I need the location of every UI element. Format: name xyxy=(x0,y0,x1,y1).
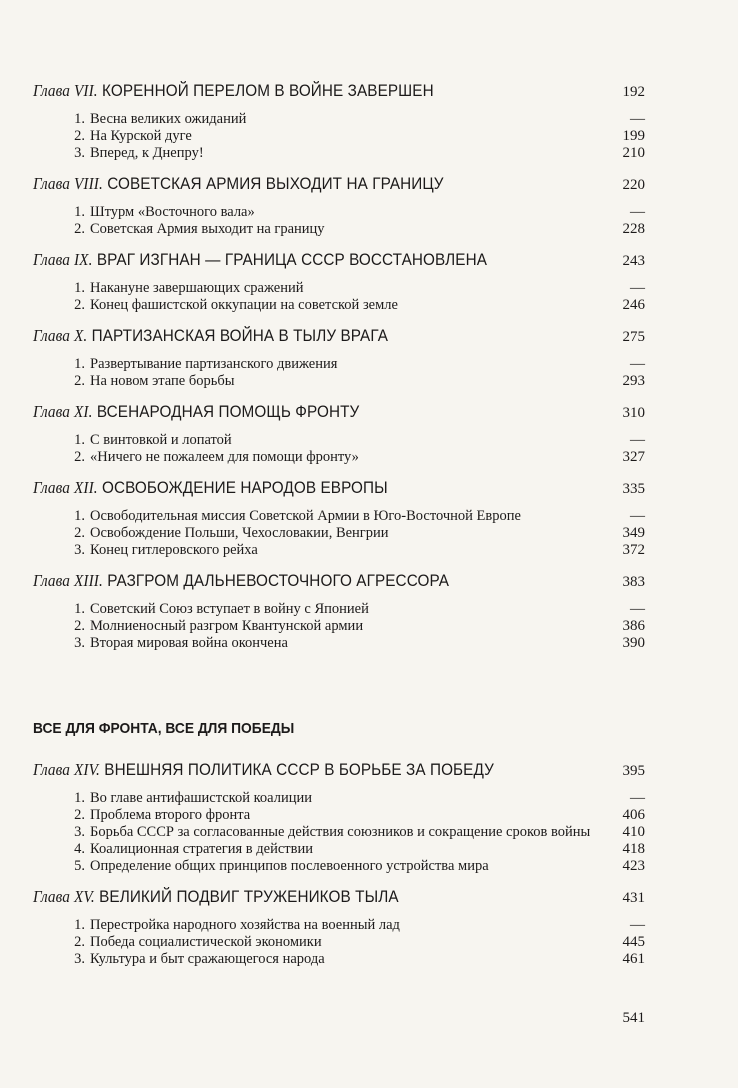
section-page: — xyxy=(630,356,645,372)
section-list xyxy=(33,601,645,652)
section-item xyxy=(33,601,645,618)
section-item xyxy=(33,824,645,841)
section-number: 3. xyxy=(74,145,85,161)
section-page: 461 xyxy=(622,951,645,967)
chapter-title-line xyxy=(33,325,388,347)
chapter-title-line xyxy=(33,401,359,423)
chapter-title-line xyxy=(33,570,449,592)
section-title-text: Вперед, к Днепру! xyxy=(90,145,204,161)
section-title-text: Победа социалистической экономики xyxy=(90,934,322,950)
chapter-title-line xyxy=(33,759,494,781)
section-item xyxy=(33,841,645,858)
section-page: 410 xyxy=(622,824,645,840)
section-title-text: Конец фашистской оккупации на советской земле xyxy=(90,297,398,313)
section-title-text: Весна великих ожиданий xyxy=(90,111,247,127)
section-item xyxy=(33,280,645,297)
chapter-heading xyxy=(33,886,645,908)
section-number: 1. xyxy=(74,356,85,372)
section-number: 2. xyxy=(74,373,85,389)
section-title-text: На Курской дуге xyxy=(90,128,192,144)
section-title-text: Конец гитлеровского рейха xyxy=(90,542,258,558)
chapter-entry xyxy=(33,173,645,238)
chapter-heading xyxy=(33,249,645,271)
section-title-text: Коалиционная стратегия в действии xyxy=(90,841,313,857)
table-of-contents-part-1 xyxy=(33,80,645,652)
section-page: 349 xyxy=(622,525,645,541)
section-item xyxy=(33,858,645,875)
section-title-text: Во главе антифашистской коалиции xyxy=(90,790,313,806)
section-list xyxy=(33,280,645,314)
section-item xyxy=(33,297,645,314)
chapter-title-line xyxy=(33,477,388,499)
chapter-title-line xyxy=(33,80,434,102)
chapter-title: ПАРТИЗАНСКАЯ ВОЙНА В ТЫЛУ ВРАГА xyxy=(91,326,388,345)
section-number: 2. xyxy=(74,934,85,950)
chapter-entry xyxy=(33,759,645,875)
chapter-heading xyxy=(33,759,645,781)
section-item xyxy=(33,542,645,559)
section-item xyxy=(33,790,645,807)
section-item xyxy=(33,525,645,542)
chapter-heading xyxy=(33,401,645,423)
section-number: 1. xyxy=(74,508,85,524)
section-title-text: Советский Союз вступает в войну с Японией xyxy=(90,601,369,617)
section-title-text: Освободительная миссия Советской Армии в Юго-Восточной Европе xyxy=(90,508,521,524)
chapter-title: ОСВОБОЖДЕНИЕ НАРОДОВ ЕВРОПЫ xyxy=(102,478,388,497)
section-number: 3. xyxy=(74,635,85,651)
section-page: 210 xyxy=(622,145,645,161)
section-item xyxy=(33,508,645,525)
section-number: 1. xyxy=(74,432,85,448)
section-number: 1. xyxy=(74,111,85,127)
section-page: 327 xyxy=(622,449,645,465)
section-list xyxy=(33,111,645,162)
chapter-heading xyxy=(33,80,645,102)
section-list xyxy=(33,356,645,390)
section-item xyxy=(33,204,645,221)
chapter-label: Глава VIII. xyxy=(33,174,103,193)
chapter-title: КОРЕННОЙ ПЕРЕЛОМ В ВОЙНЕ ЗАВЕРШЕН xyxy=(102,81,434,100)
chapter-title: ВСЕНАРОДНАЯ ПОМОЩЬ ФРОНТУ xyxy=(96,402,360,421)
section-item xyxy=(33,951,645,968)
section-page: — xyxy=(630,508,645,524)
section-number: 1. xyxy=(74,917,85,933)
section-title-text: Штурм «Восточного вала» xyxy=(90,204,255,220)
chapter-page: 243 xyxy=(622,253,645,269)
chapter-entry xyxy=(33,886,645,968)
section-item xyxy=(33,221,645,238)
chapter-page: 431 xyxy=(622,890,645,906)
section-number: 1. xyxy=(74,280,85,296)
chapter-heading xyxy=(33,477,645,499)
section-title-text: Перестройка народного хозяйства на военный лад xyxy=(90,917,400,933)
section-page: — xyxy=(630,204,645,220)
chapter-label: Глава VII. xyxy=(33,81,98,100)
chapter-page: 310 xyxy=(622,405,645,421)
section-title-text: Освобождение Польши, Чехословакии, Венгрии xyxy=(90,525,389,541)
chapter-entry xyxy=(33,80,645,162)
section-page: 386 xyxy=(622,618,645,634)
section-title-text: На новом этапе борьбы xyxy=(90,373,235,389)
section-item xyxy=(33,356,645,373)
chapter-title-line xyxy=(33,173,444,195)
chapter-entry xyxy=(33,477,645,559)
section-title-text: Вторая мировая война окончена xyxy=(90,635,288,651)
chapter-entry xyxy=(33,325,645,390)
chapter-label: Глава X. xyxy=(33,326,88,345)
chapter-page: 383 xyxy=(622,574,645,590)
section-title-text: Борьба СССР за согласованные действия союзников и сокращение сроков войны xyxy=(90,824,591,840)
section-number: 2. xyxy=(74,618,85,634)
section-item xyxy=(33,917,645,934)
chapter-page: 275 xyxy=(622,329,645,345)
section-number: 1. xyxy=(74,790,85,806)
chapter-label: Глава XII. xyxy=(33,478,98,497)
chapter-entry xyxy=(33,249,645,314)
section-page: — xyxy=(630,111,645,127)
section-list xyxy=(33,204,645,238)
section-number: 1. xyxy=(74,204,85,220)
section-title-text: Культура и быт сражающегося народа xyxy=(90,951,325,967)
section-title-text: Развертывание партизанского движения xyxy=(90,356,338,372)
section-title: ВСЕ ДЛЯ ФРОНТА, ВСЕ ДЛЯ ПОБЕДЫ xyxy=(33,720,295,737)
chapter-heading xyxy=(33,173,645,195)
section-list xyxy=(33,432,645,466)
chapter-title: ВЕЛИКИЙ ПОДВИГ ТРУЖЕНИКОВ ТЫЛА xyxy=(99,887,399,906)
section-number: 3. xyxy=(74,824,85,840)
chapter-page: 335 xyxy=(622,481,645,497)
section-number: 3. xyxy=(74,542,85,558)
section-list xyxy=(33,508,645,559)
section-title-text: Советская Армия выходит на границу xyxy=(90,221,325,237)
section-page: 228 xyxy=(622,221,645,237)
section-item xyxy=(33,128,645,145)
section-page: 390 xyxy=(622,635,645,651)
chapter-heading xyxy=(33,570,645,592)
section-item xyxy=(33,145,645,162)
section-item xyxy=(33,111,645,128)
section-page: — xyxy=(630,917,645,933)
section-page: 246 xyxy=(622,297,645,313)
page-number: 541 xyxy=(622,1010,645,1026)
chapter-label: Глава XV. xyxy=(33,887,95,906)
section-page: 418 xyxy=(622,841,645,857)
chapter-title: РАЗГРОМ ДАЛЬНЕВОСТОЧНОГО АГРЕССОРА xyxy=(107,571,450,590)
section-list xyxy=(33,917,645,968)
chapter-heading xyxy=(33,325,645,347)
section-title-text: Определение общих принципов послевоенного устройства мира xyxy=(90,858,489,874)
chapter-label: Глава XI. xyxy=(33,402,93,421)
section-number: 5. xyxy=(74,858,85,874)
section-title-text: С винтовкой и лопатой xyxy=(90,432,232,448)
section-page: 445 xyxy=(622,934,645,950)
chapter-entry xyxy=(33,570,645,652)
section-number: 1. xyxy=(74,601,85,617)
section-title-text: Накануне завершающих сражений xyxy=(90,280,304,296)
chapter-label: Глава XIII. xyxy=(33,571,103,590)
section-title-text: Проблема второго фронта xyxy=(90,807,251,823)
section-number: 4. xyxy=(74,841,85,857)
section-number: 2. xyxy=(74,297,85,313)
section-page: 199 xyxy=(622,128,645,144)
chapter-title: ВНЕШНЯЯ ПОЛИТИКА СССР В БОРЬБЕ ЗА ПОБЕДУ xyxy=(104,760,494,779)
section-page: — xyxy=(630,432,645,448)
section-number: 2. xyxy=(74,128,85,144)
section-page: — xyxy=(630,601,645,617)
section-item xyxy=(33,373,645,390)
section-item xyxy=(33,807,645,824)
chapter-title-line xyxy=(33,249,487,271)
section-number: 2. xyxy=(74,807,85,823)
section-item xyxy=(33,449,645,466)
section-page: 293 xyxy=(622,373,645,389)
section-page: — xyxy=(630,280,645,296)
section-number: 2. xyxy=(74,221,85,237)
section-list xyxy=(33,790,645,875)
chapter-title: СОВЕТСКАЯ АРМИЯ ВЫХОДИТ НА ГРАНИЦУ xyxy=(107,174,444,193)
section-title-text: «Ничего не пожалеем для помощи фронту» xyxy=(90,449,359,465)
section-page: 406 xyxy=(622,807,645,823)
section-page: 423 xyxy=(622,858,645,874)
chapter-entry xyxy=(33,401,645,466)
section-item xyxy=(33,432,645,449)
table-of-contents-part-2 xyxy=(33,759,645,968)
section-title-text: Молниеносный разгром Квантунской армии xyxy=(90,618,364,634)
section-page: 372 xyxy=(622,542,645,558)
section-item xyxy=(33,934,645,951)
chapter-page: 192 xyxy=(622,84,645,100)
section-number: 3. xyxy=(74,951,85,967)
section-item xyxy=(33,635,645,652)
chapter-title-line xyxy=(33,886,399,908)
chapter-title: ВРАГ ИЗГНАН — ГРАНИЦА СССР ВОССТАНОВЛЕНА xyxy=(96,250,488,269)
section-page: — xyxy=(630,790,645,806)
chapter-label: Глава XIV. xyxy=(33,760,100,779)
section-item xyxy=(33,618,645,635)
section-number: 2. xyxy=(74,525,85,541)
section-number: 2. xyxy=(74,449,85,465)
chapter-page: 220 xyxy=(622,177,645,193)
chapter-page: 395 xyxy=(622,763,645,779)
chapter-label: Глава IX. xyxy=(33,250,93,269)
